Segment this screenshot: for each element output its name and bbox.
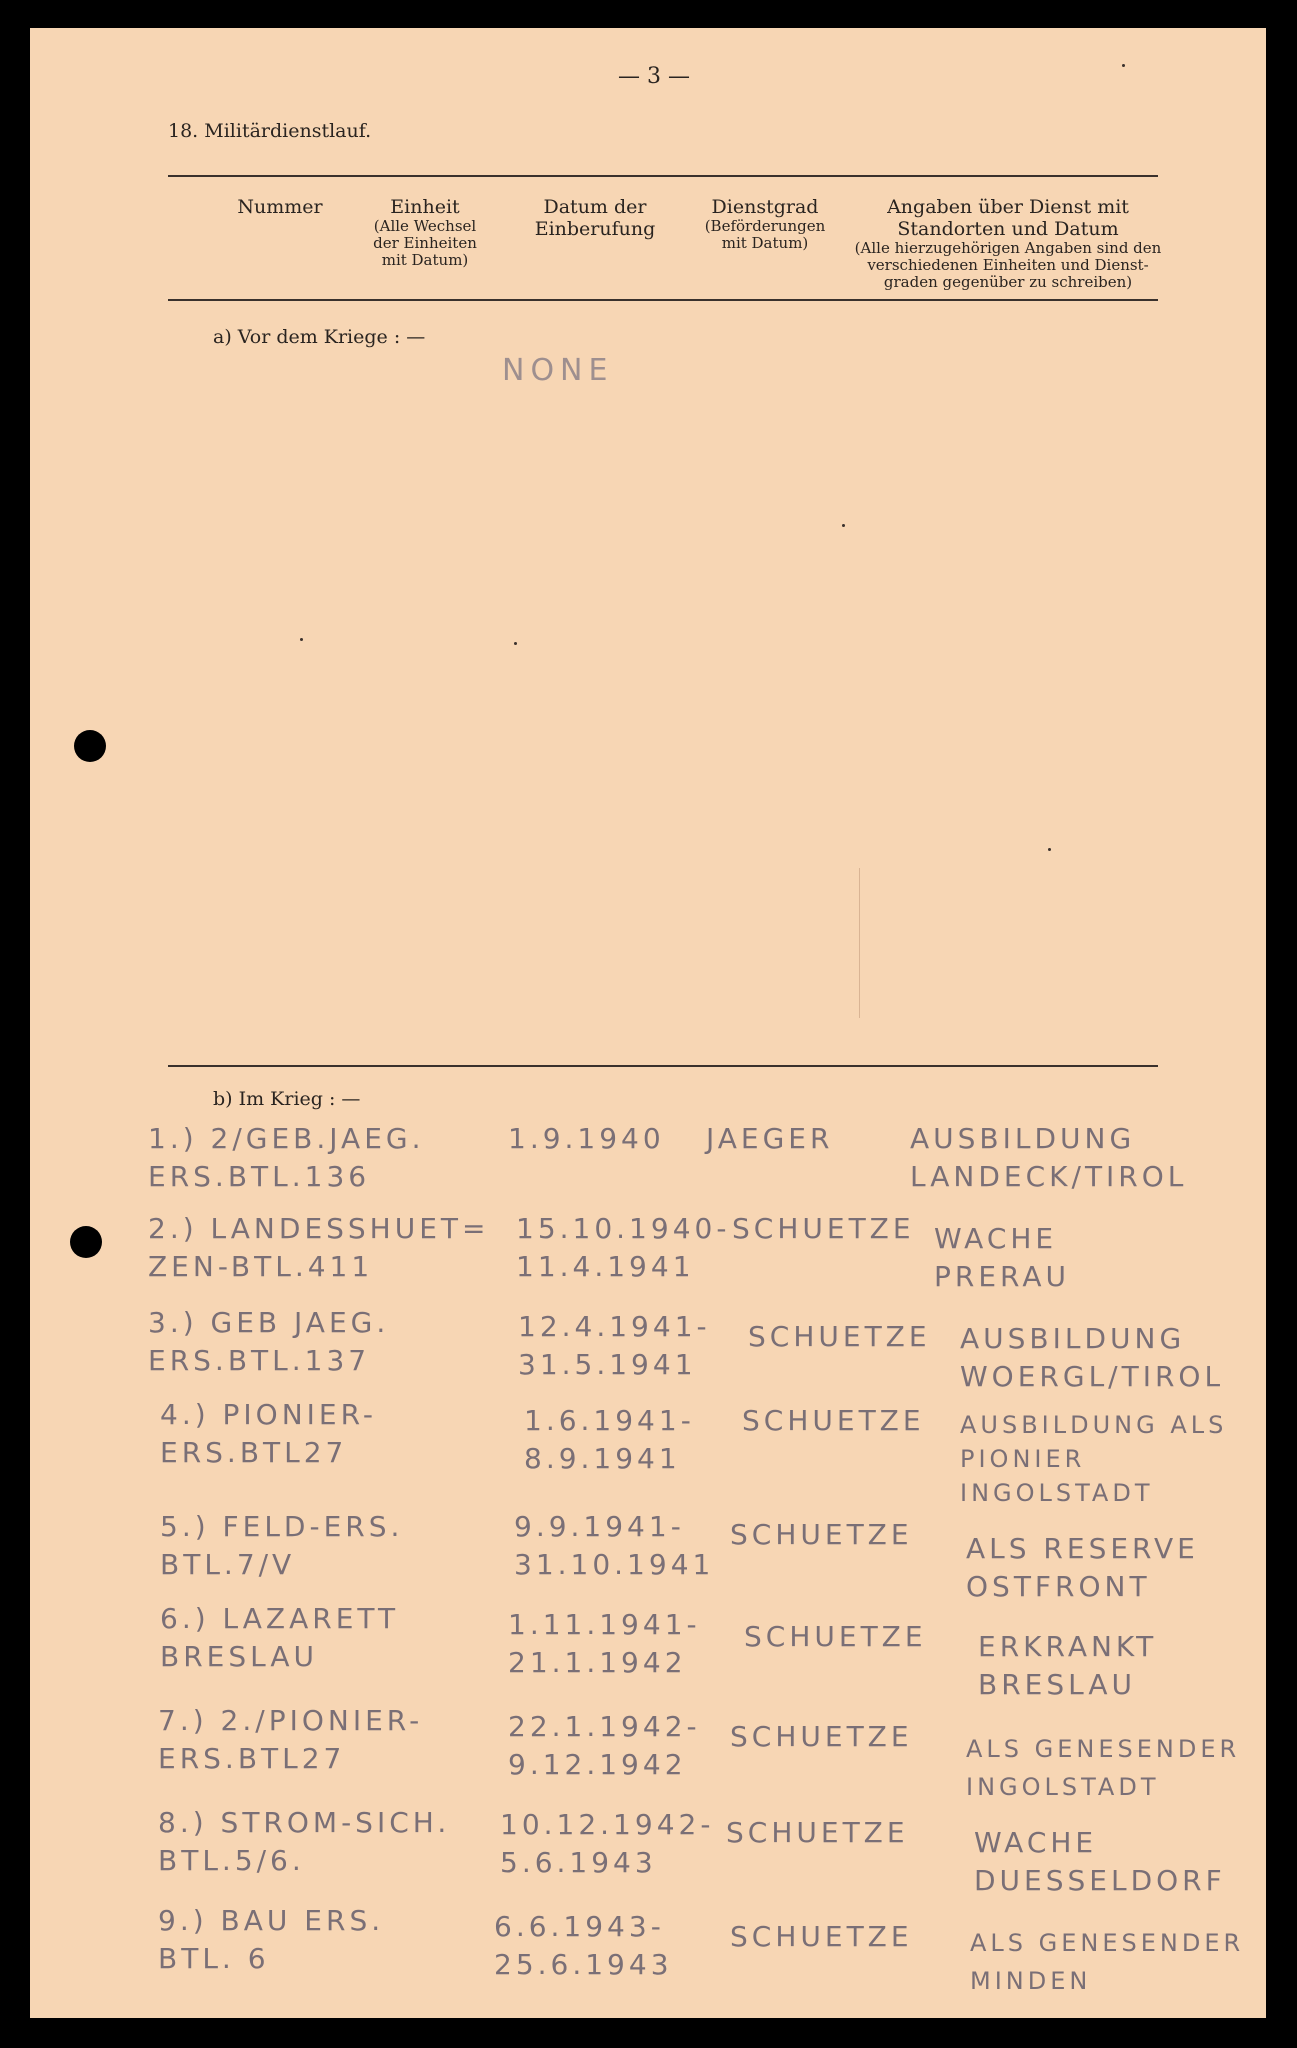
entry-dates: 6.6.1943- 25.6.1943 <box>494 1910 673 1981</box>
entry-rank: SCHUETZE <box>730 1920 913 1953</box>
before-war-entry: NONE <box>502 353 614 388</box>
col-dienstgrad: Dienstgrad (Beförderungen mit Datum) <box>704 196 826 252</box>
table-top-rule <box>168 175 1158 177</box>
speck <box>1122 64 1125 67</box>
section-title: 18. Militärdienstlauf. <box>168 120 372 142</box>
entry-unit: 3.) GEB JAEG. ERS.BTL.137 <box>148 1306 390 1377</box>
entry-rank: SCHUETZE <box>730 1720 913 1753</box>
entry-rank: SCHUETZE <box>732 1212 915 1245</box>
entry-details: WACHE DUESSELDORF <box>974 1826 1226 1897</box>
entry-rank: SCHUETZE <box>748 1320 931 1353</box>
entry-dates: 22.1.1942- 9.12.1942 <box>508 1710 701 1781</box>
entry-details: AUSBILDUNG WOERGL/TIROL <box>960 1322 1225 1393</box>
entry-unit: 1.) 2/GEB.JAEG. ERS.BTL.136 <box>148 1122 425 1193</box>
col-datum: Datum der Einberufung <box>534 196 656 240</box>
entry-unit: 4.) PIONIER- ERS.BTL27 <box>160 1398 378 1469</box>
entry-dates: 1.9.1940 <box>508 1122 665 1155</box>
col-nummer: Nummer <box>237 196 323 218</box>
punch-hole <box>70 1226 102 1258</box>
entry-dates: 10.12.1942- 5.6.1943 <box>500 1808 715 1879</box>
entry-rank: SCHUETZE <box>726 1816 909 1849</box>
entry-rank: SCHUETZE <box>744 1620 927 1653</box>
speck <box>842 524 845 527</box>
before-war-label: a) Vor dem Kriege : — <box>213 326 426 348</box>
entry-dates: 1.11.1941- 21.1.1942 <box>508 1608 701 1679</box>
col-einheit: Einheit (Alle Wechsel der Einheiten mit Datum) <box>373 196 477 269</box>
during-war-label: b) Im Krieg : — <box>213 1088 361 1110</box>
entry-details: ALS GENESENDER INGOLSTADT <box>966 1735 1241 1801</box>
entry-details: ERKRANKT BRESLAU <box>978 1630 1158 1701</box>
entry-unit: 5.) FELD-ERS. BTL.7/V <box>160 1510 404 1581</box>
entry-unit: 8.) STROM-SICH. BTL.5/6. <box>158 1806 451 1877</box>
entry-rank: JAEGER <box>706 1122 834 1155</box>
speck <box>1048 848 1051 851</box>
entry-rank: SCHUETZE <box>742 1404 925 1437</box>
faint-crease <box>859 868 860 1018</box>
table-header-rule <box>168 299 1158 301</box>
entry-details: AUSBILDUNG LANDECK/TIROL <box>910 1122 1188 1193</box>
entry-dates: 1.6.1941- 8.9.1941 <box>524 1404 695 1475</box>
entry-dates: 15.10.1940- 11.4.1941 <box>516 1212 731 1283</box>
entry-details: ALS RESERVE OSTFRONT <box>966 1532 1199 1603</box>
section-divider-rule <box>168 1065 1158 1067</box>
col-angaben: Angaben über Dienst mit Standorten und Datum (Alle hierzugehörigen Angaben sind den verschiedenen Einheiten und Dienst- graden gegenüber zu schreiben) <box>854 196 1162 291</box>
punch-hole <box>74 730 106 762</box>
entry-unit: 6.) LAZARETT BRESLAU <box>160 1602 400 1673</box>
entry-rank: SCHUETZE <box>730 1518 913 1551</box>
entry-unit: 2.) LANDESSHUET= ZEN-BTL.411 <box>148 1212 490 1283</box>
entry-unit: 9.) BAU ERS. BTL. 6 <box>158 1904 385 1975</box>
entry-details: ALS GENESENDER MINDEN <box>970 1929 1245 1995</box>
speck <box>300 638 303 641</box>
entry-dates: 9.9.1941- 31.10.1941 <box>514 1510 715 1581</box>
entry-details: AUSBILDUNG ALS PIONIER INGOLSTADT <box>960 1411 1228 1507</box>
speck <box>514 642 517 645</box>
entry-dates: 12.4.1941- 31.5.1941 <box>518 1310 711 1381</box>
document-page <box>30 28 1266 2018</box>
entry-details: WACHE PRERAU <box>934 1222 1070 1293</box>
page-number: — 3 — <box>618 64 690 89</box>
entry-unit: 7.) 2./PIONIER- ERS.BTL27 <box>158 1704 424 1775</box>
